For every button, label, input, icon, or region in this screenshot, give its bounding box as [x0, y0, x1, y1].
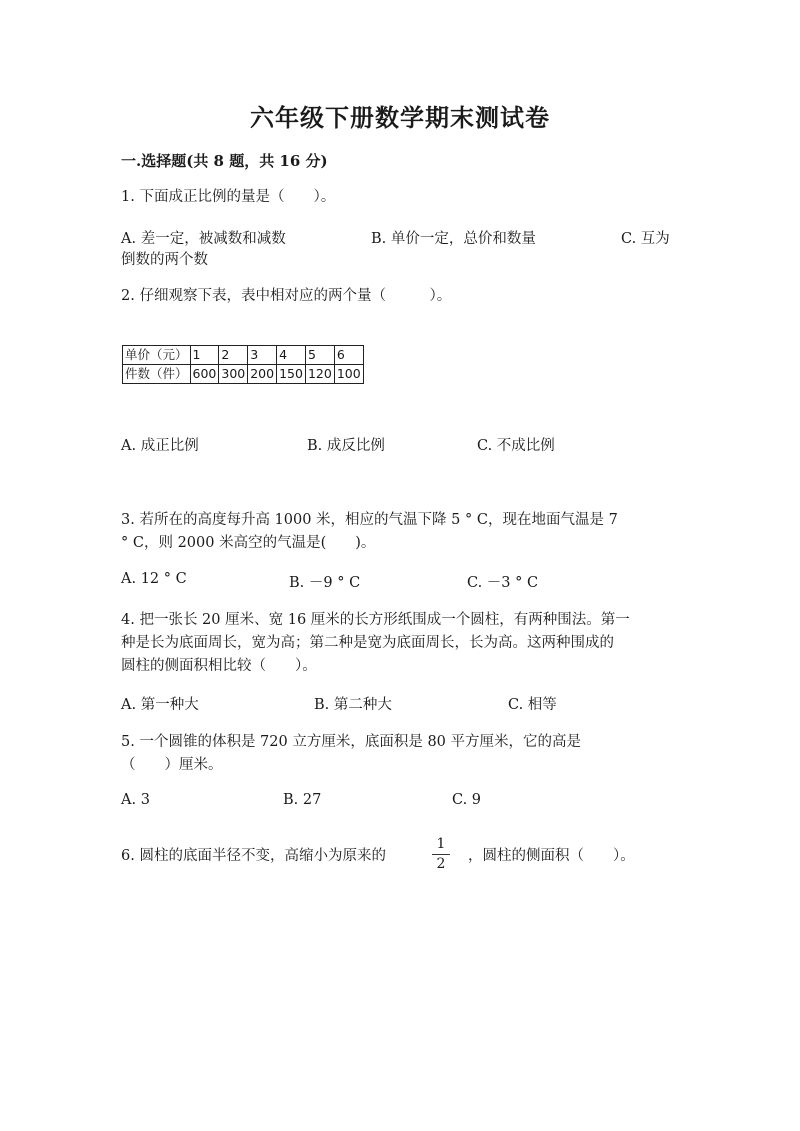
- question-2: 2. 仔细观察下表，表中相对应的两个量（ ）。: [121, 288, 452, 304]
- q4-option-b: B. 第二种大: [314, 697, 392, 713]
- question-6-text: 6. 圆柱的底面半径不变，高缩小为原来的: [121, 848, 386, 864]
- table-cell: 5: [305, 346, 334, 365]
- q3-option-b: B. －9 ° C: [289, 575, 361, 591]
- fraction-numerator: 1: [436, 836, 446, 852]
- table-cell: 120: [305, 365, 334, 384]
- table-cell: 2: [219, 346, 248, 365]
- q3-option-a: A. 12 ° C: [121, 571, 187, 587]
- q1-option-b: B. 单价一定，总价和数量: [371, 231, 536, 247]
- question-4-line-2: 种是长为底面周长，宽为高；第二种是宽为底面周长，长为高。这两种围成的: [121, 635, 614, 651]
- q2-option-c: C. 不成比例: [477, 438, 555, 454]
- q1-option-c: C. 互为: [621, 231, 670, 247]
- table-cell: 1: [190, 346, 219, 365]
- question-1: 1. 下面成正比例的量是（ ）。: [121, 189, 336, 205]
- table-cell: 6: [334, 346, 363, 365]
- question-5-line-2: （ ）厘米。: [121, 757, 223, 773]
- table-cell: 600: [190, 365, 219, 384]
- table-cell: 100: [334, 365, 363, 384]
- question-4-line-1: 4. 把一张长 20 厘米、宽 16 厘米的长方形纸围成一个圆柱，有两种围法。第一: [121, 612, 630, 628]
- section-heading: 一.选择题(共 8 题，共 16 分): [121, 152, 328, 170]
- table-cell: 3: [248, 346, 277, 365]
- q5-option-c: C. 9: [452, 792, 482, 808]
- q4-option-c: C. 相等: [508, 697, 557, 713]
- table-cell: 4: [277, 346, 306, 365]
- question-5-line-1: 5. 一个圆锥的体积是 720 立方厘米，底面积是 80 平方厘米，它的高是: [121, 734, 582, 750]
- fraction-denominator: 2: [436, 856, 446, 872]
- fraction-bar: [432, 854, 450, 855]
- q5-option-b: B. 27: [283, 792, 322, 808]
- question-6-text-end: ，圆柱的侧面积（ ）。: [468, 848, 635, 864]
- table-row: [123, 346, 364, 365]
- table-row: [123, 365, 364, 384]
- question-3-line-1: 3. 若所在的高度每升高 1000 米，相应的气温下降 5 ° C，现在地面气温是 7: [121, 512, 618, 528]
- q2-option-a: A. 成正比例: [121, 438, 199, 454]
- q4-option-a: A. 第一种大: [121, 697, 199, 713]
- table-cell: 150: [277, 365, 306, 384]
- q2-option-b: B. 成反比例: [307, 438, 385, 454]
- table-cell: 300: [219, 365, 248, 384]
- q3-option-c: C. －3 ° C: [467, 575, 539, 591]
- question-4-line-3: 圆柱的侧面积相比较（ ）。: [121, 658, 317, 674]
- fraction-one-half: [432, 836, 450, 873]
- table-cell: 200: [248, 365, 277, 384]
- question-3-line-2: ° C，则 2000 米高空的气温是( )。: [121, 535, 376, 551]
- page-title: 六年级下册数学期末测试卷: [250, 103, 550, 132]
- q1-option-c-cont: 倒数的两个数: [121, 252, 208, 268]
- table-cell: 单价（元）: [123, 346, 191, 365]
- q1-option-a: A. 差一定，被减数和减数: [121, 231, 286, 247]
- table-cell: 件数（件）: [123, 365, 191, 384]
- price-quantity-table: [122, 345, 364, 384]
- q5-option-a: A. 3: [121, 792, 150, 808]
